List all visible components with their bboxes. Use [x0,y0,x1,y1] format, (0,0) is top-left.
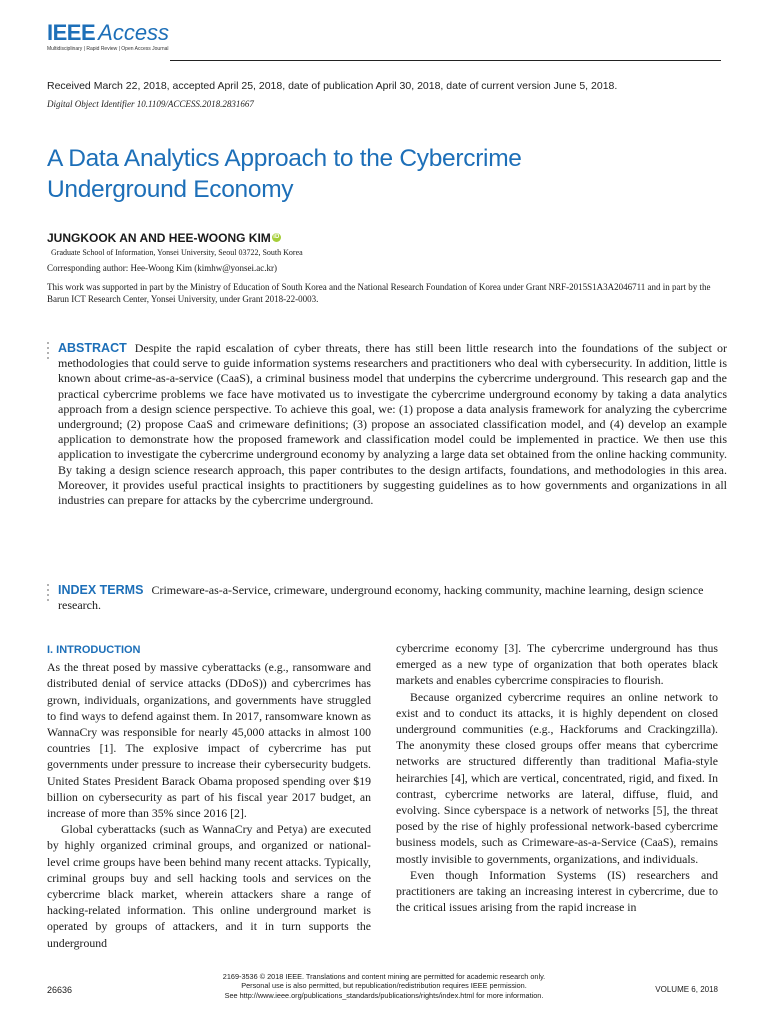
index-terms-text: Crimeware-as-a-Service, crimeware, underground economy, hacking community, machine learning, design science research. [58,583,704,613]
journal-logo [47,22,169,52]
doi-label: Digital Object Identifier [47,99,135,109]
paragraph: Because organized cybercrime requires an online network to exist and to conduct its attacks, it is highly dependent on closed underground communities (e.g., Hackforums and Crackingzilla). The anonymity these closed groups offer means that cybercrime networks are structured differently than traditional Mafia-style heirarchies [4], which are vertical, concentrated, rigid, and fixed. In contrast, cybercrime networks are lateral, diffuse, fluid, and evolving. Since cyberspace is a network of networks [5], the threat posed by the rise of highly professional network-based cybercrime business models, such as Crimeware-as-a-Service (CaaS), remains mostly invisible to governments, organizations, and individuals. [396,689,718,866]
affiliation: Graduate School of Information, Yonsei University, Seoul 03722, South Korea [51,248,303,257]
left-column [47,642,371,951]
abstract [58,341,727,508]
copyright-notice [180,972,588,1000]
title-line-2: Underground Economy [47,176,294,203]
index-terms-heading: INDEX TERMS [58,583,144,597]
copyright-line-1: 2169-3536 © 2018 IEEE. Translations and content mining are permitted for academic research only. [222,972,546,981]
doi-value[interactable]: 10.1109/ACCESS.2018.2831667 [136,99,254,109]
abstract-text: Despite the rapid escalation of cyber threats, there has still been little research into the foundations of the subject or methodologies that could serve to guide information systems researchers and practitioners who deal with cybersecurity. In addition, little is known about crime-as-a-service (CaaS), a criminal business model that underpins the cybercrime underground. This research gap and the practical cybercrime problems we face have motivated us to investigate the cybercrime underground economy by taking a data analytics approach from a design science perspective. To achieve this goal, we: (1) propose a data analysis framework for analyzing the cybercrime underground; (2) propose CaaS and crimeware definitions; (3) propose an associated classification model, and (4) develop an example application to demonstrate how the proposed framework and classification model could be implemented in practice. We then use this application to investigate the cybercrime underground economy by analyzing a large data set obtained from the online hacking community. By taking a design science research approach, this paper contributes to the design artifacts, foundations, and methodologies in this area. Moreover, it provides useful practical insights to practitioners by suggesting guidelines as to how governments and organizations in all industries can prepare for attacks by the cybercrime underground. [58,341,727,508]
section-heading: I. INTRODUCTION [47,644,141,656]
index-terms [58,583,727,613]
paragraph: Even though Information Systems (IS) researchers and practitioners are taking an increasing interest in cybercrime, due to the critical issues arising from the rapid increase in [396,867,718,915]
copyright-line-3[interactable]: See http://www.ieee.org/publications_standards/publications/rights/index.html for more information. [224,990,544,1000]
page-number: 26636 [47,985,73,995]
paragraph: As the threat posed by massive cyberattacks (e.g., ransomware and distributed denial of service attacks (DDoS)) and cybercrimes has grown, individuals, organizations, and governments have struggled to find ways to defend against them. In 2017, ransomware known as WannaCry was responsible for nearly 45,000 attacks in almost 100 countries [1]. The explosive impact of cybercrime has put governments under pressure to increase their cybersecurity budgets. United States President Barack Obama proposed spending over $19 billion on cybersecurity as part of his fiscal year 2017 budget, an increase of more than 35% since 2016 [2]. [47,660,371,821]
orcid-icon[interactable]: iD [273,234,280,240]
right-column [396,640,718,915]
corresponding-author: Corresponding author: Hee-Woong Kim (kimhw@yonsei.ac.kr) [47,263,278,273]
paragraph: cybercrime economy [3]. The cybercrime underground has thus emerged as a new type of organization that both operates black markets and enables cybercrime conspiracies to flourish. [396,641,718,688]
funding-note: This work was supported in part by the Ministry of Education of South Korea and the National Research Foundation of Korea under Grant NRF-2015S1A3A2046711 and in part by the Barun ICT Research Center, Yonsei University, under Grant 2018-22-0003. [47,282,711,304]
header-rule [170,60,721,61]
logo-ieee: IEEE [47,20,96,45]
received-dates: Received March 22, 2018, accepted April 25, 2018, date of publication April 30, 2018, date of current version June 5, 2018. [47,80,618,92]
volume-info: VOLUME 6, 2018 [655,985,718,994]
index-terms-dots-icon [47,584,50,604]
logo-access: Access [98,20,170,45]
paper-title [47,143,687,205]
abstract-heading: ABSTRACT [58,341,127,355]
abstract-dots-icon [47,342,50,362]
author-names: JUNGKOOK AN AND HEE-WOONG KIM [47,231,271,245]
title-line-1: A Data Analytics Approach to the Cybercrime [47,145,522,172]
copyright-line-2: Personal use is also permitted, but republication/redistribution requires IEEE permission. [241,981,527,991]
logo-subtitle: Multidisciplinary | Rapid Review | Open Access Journal [47,46,169,52]
doi-line [47,99,254,109]
paragraph: Global cyberattacks (such as WannaCry and Petya) are executed by highly organized criminal groups, and organized or national-level crime groups have been behind many recent attacks. Typically, criminal groups buy and sell hacking tools and services on the cybercrime black market, wherein attackers share a range of hacking-related information. This online underground market is operated by groups of attackers, and it in turn supports the underground [47,822,371,950]
authors [47,231,281,245]
